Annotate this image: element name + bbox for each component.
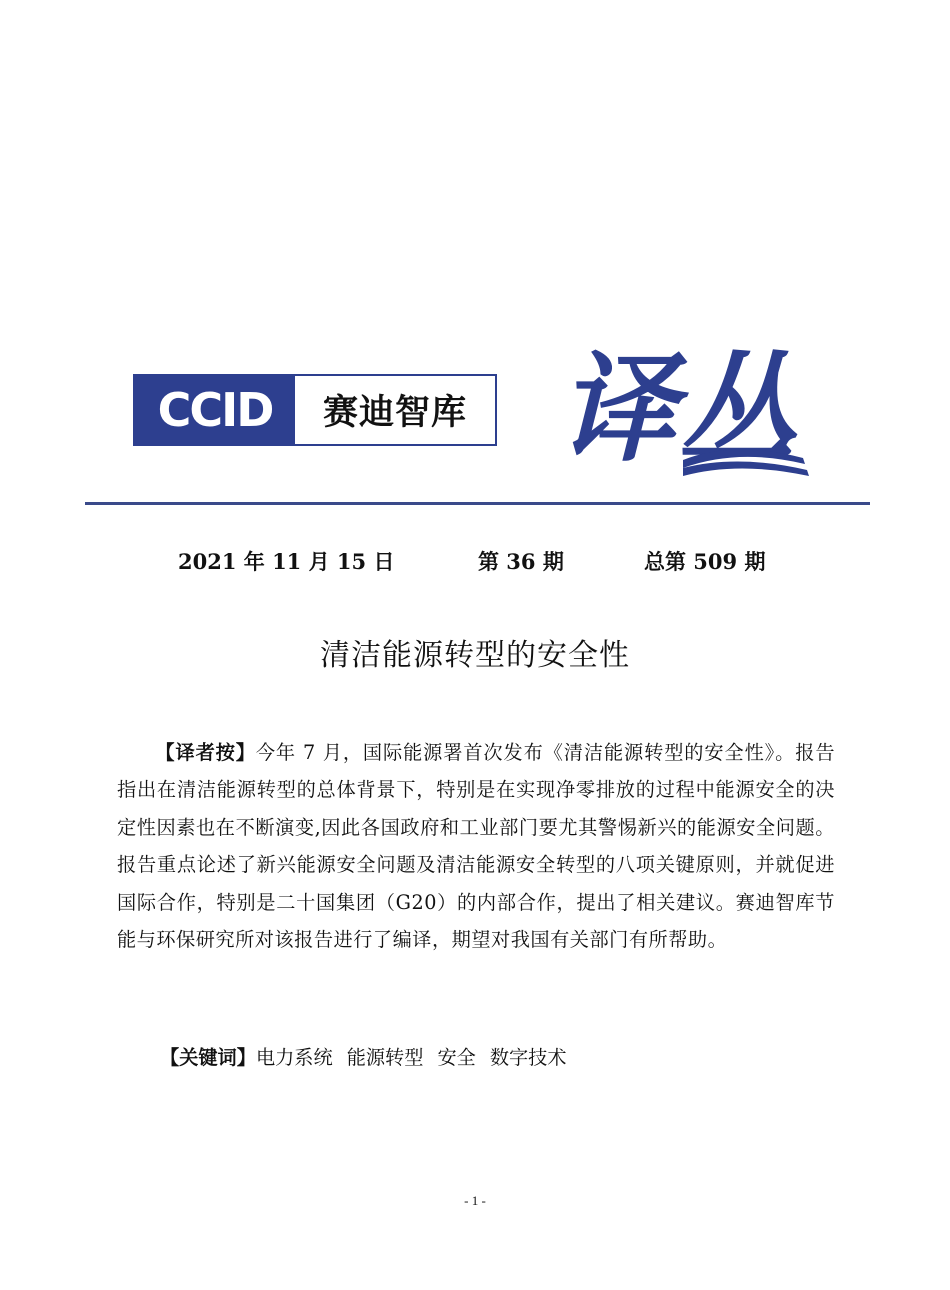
series-title-logo [533,340,823,490]
abstract-paragraph [117,734,835,958]
issue-info [0,546,950,580]
ccid-logo-mark [135,376,295,444]
issue-date: 2021 年 11 月 15 日 [178,549,395,574]
document-title: 清洁能源转型的安全性 [320,638,630,673]
series-title-text: 译丛 [557,339,798,478]
issue-number: 第 36 期 [478,549,564,574]
logo-latin-text: CCID [157,383,273,437]
page-number: - 1 - [464,1193,486,1208]
keyword: 数字技术 [489,1046,567,1069]
book-icon [533,340,823,490]
logo-chinese-text: 赛迪智库 [322,393,467,433]
keyword: 安全 [437,1046,476,1069]
keywords-line [160,1043,581,1070]
abstract-text: 今年 7 月，国际能源署首次发布《清洁能源转型的安全性》。报告指出在清洁能源转型的总体背景下，特别是在实现净零排放的过程中能源安全的决定性因素也在不断演变,因此各国政府和工业部门要尤其警惕新兴的能源安全问题。报告重点论述了新兴能源安全问题及清洁能源安全转型的八项关键原则，并就促进国际合作，特别是二十国集团（G20）的内部合作，提出了相关建议。赛迪智库节能与环保研究所对该报告进行了编译，期望对我国有关部门有所帮助。 [117,741,836,952]
keyword: 能源转型 [346,1046,424,1069]
header-divider [85,502,870,505]
keywords-label: 【关键词】 [160,1046,256,1069]
ccid-logo [133,374,497,446]
abstract-label: 【译者按】 [155,741,256,764]
keyword: 电力系统 [255,1046,333,1069]
total-issue-number: 总第 509 期 [644,549,766,574]
